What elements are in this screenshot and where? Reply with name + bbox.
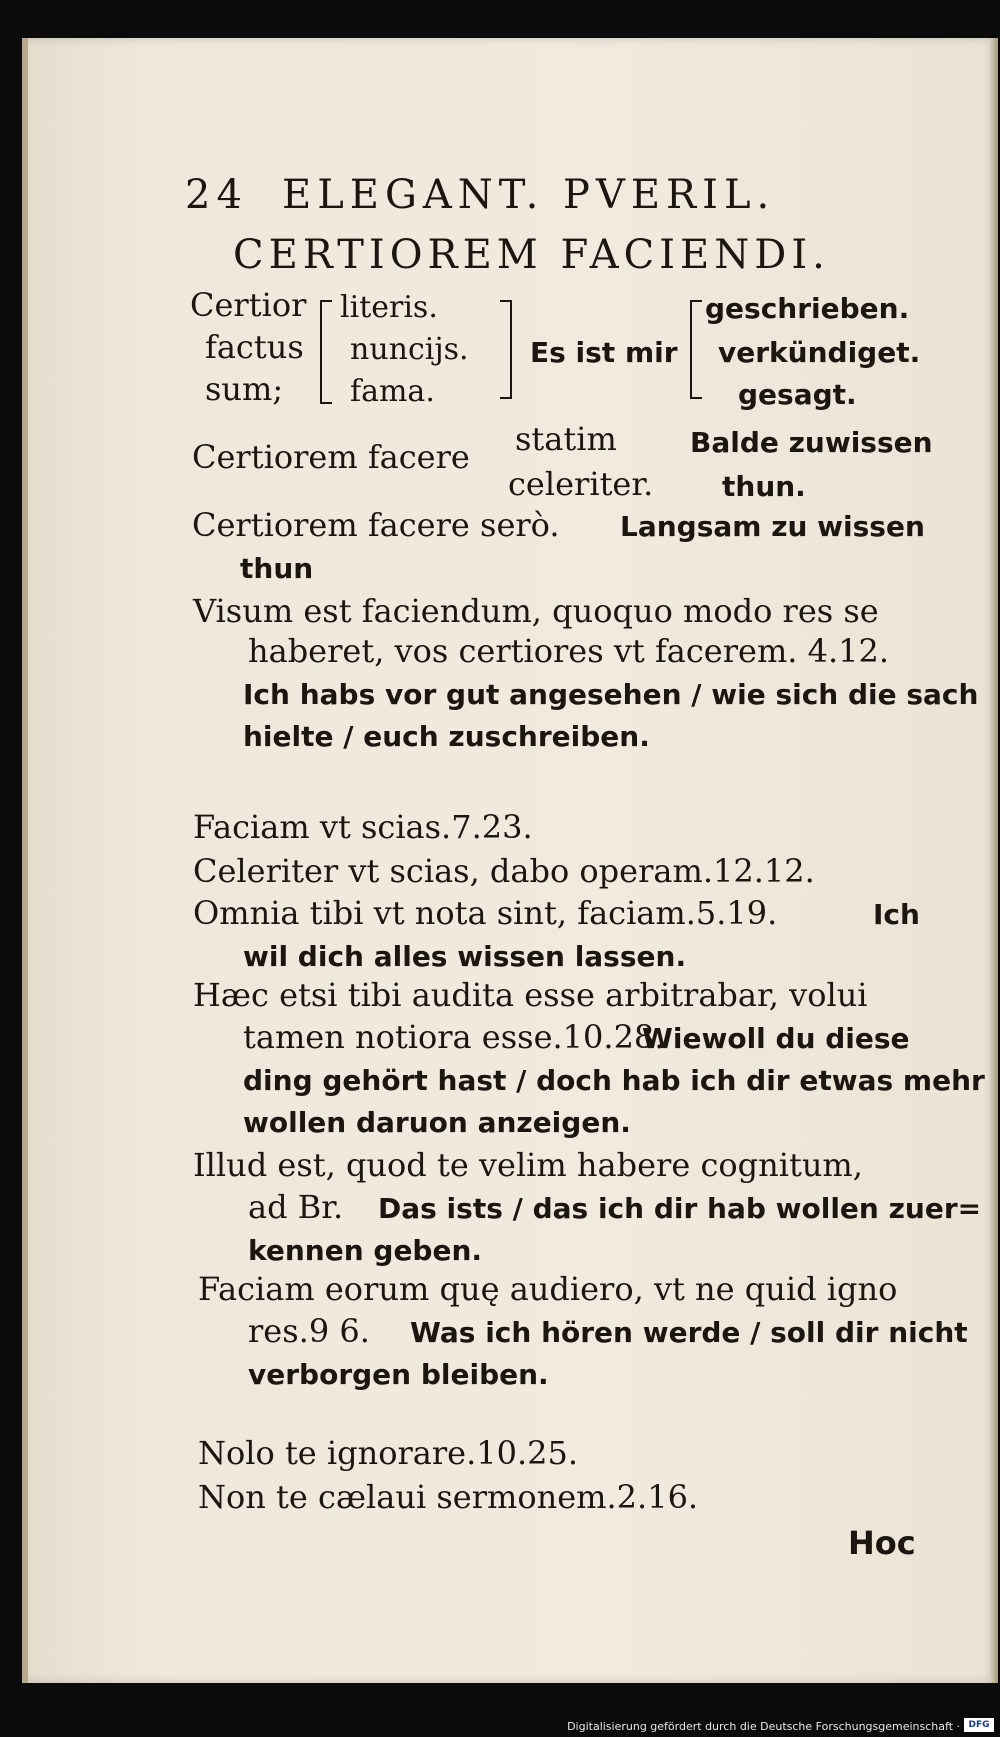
entry-8-line-1: Nolo te ignorare.10.25. (198, 1434, 579, 1472)
table-col4-line2: verkündiget. (718, 336, 921, 369)
row2-german-1: Balde zuwissen (690, 426, 933, 459)
entry-7-german-1: verborgen bleiben. (248, 1358, 549, 1391)
row2-german-2: thun. (722, 470, 806, 503)
entry-2-line-1: Faciam vt scias.7.23. (193, 808, 533, 846)
row2-option-1: statim (515, 420, 617, 458)
catchword: Hoc (848, 1524, 916, 1562)
entry-1-german-2: hielte / euch zuschreiben. (243, 720, 650, 753)
entry-1-line-1: Visum est faciendum, quoquo modo res se (193, 592, 879, 630)
footer-bar (0, 1690, 1000, 1737)
entry-5-german-inline: Wiewoll du diese (642, 1022, 910, 1055)
entry-3-line-1: Celeriter vt scias, dabo operam.12.12. (193, 852, 815, 890)
table-col4-line3: gesagt. (738, 378, 857, 411)
entry-4-line-1: Omnia tibi vt nota sint, faciam.5.19. (193, 894, 778, 932)
left-brace (320, 300, 332, 404)
table-col4-line1: geschrieben. (705, 292, 910, 325)
entry-5-german-2: wollen daruon anzeigen. (243, 1106, 631, 1139)
row2-latin: Certiorem facere (192, 438, 470, 476)
dfg-logo: DFG (964, 1718, 994, 1732)
row3-german-2: thun (240, 552, 314, 585)
entry-1-line-2: haberet, vos certiores vt facerem. 4.12. (248, 632, 890, 670)
entry-7-german-inline: Was ich hören werde / soll dir nicht (410, 1316, 968, 1349)
table-col1-line3: sum; (205, 370, 284, 408)
row2-option-2: celeriter. (508, 465, 654, 503)
entry-4-german-1: wil dich alles wissen lassen. (243, 940, 687, 973)
entry-6-german-inline: Das ists / das ich dir hab wollen zuer= (378, 1192, 982, 1225)
table-col1-line1: Certior (190, 286, 307, 324)
footer-credit: Digitalisierung gefördert durch die Deutsche Forschungsgemeinschaft · (567, 1720, 960, 1733)
running-title: ELEGANT. PVERIL. (282, 172, 776, 218)
entry-6-line-2: ad Br. (248, 1188, 344, 1226)
entry-5-line-1: Hæc etsi tibi audita esse arbitrabar, volui (193, 976, 868, 1014)
section-title: CERTIOREM FACIENDI. (233, 232, 830, 278)
entry-6-german-1: kennen geben. (248, 1234, 483, 1267)
right-brace (500, 300, 512, 399)
entry-7-line-1: Faciam eorum quę audiero, vt ne quid igno (198, 1270, 898, 1308)
row3-german-1: Langsam zu wissen (620, 510, 925, 543)
entry-5-german-1: ding gehört hast / doch hab ich dir etwas mehr (243, 1064, 985, 1097)
entry-6-line-1: Illud est, quod te velim habere cognitum, (193, 1146, 863, 1184)
entry-1-german-1: Ich habs vor gut angesehen / wie sich die sach (243, 678, 979, 711)
entry-9-line-1: Non te cælaui sermonem.2.16. (198, 1478, 699, 1516)
table-col2-line3: fama. (350, 374, 435, 409)
row3-latin: Certiorem facere serò. (192, 506, 560, 544)
table-col2-line2: nuncijs. (350, 332, 469, 367)
entry-7-line-2: res.9 6. (248, 1312, 370, 1350)
page-edge (990, 38, 998, 1683)
table-col3: Es ist mir (530, 336, 678, 369)
table-col1-line2: factus (205, 328, 304, 366)
german-brace (690, 300, 702, 399)
entry-5-line-2: tamen notiora esse.10.28. (243, 1018, 665, 1056)
page-number: 24 (185, 172, 248, 218)
table-col2-line1: literis. (340, 290, 438, 325)
entry-4-german-inline: Ich (873, 898, 920, 931)
